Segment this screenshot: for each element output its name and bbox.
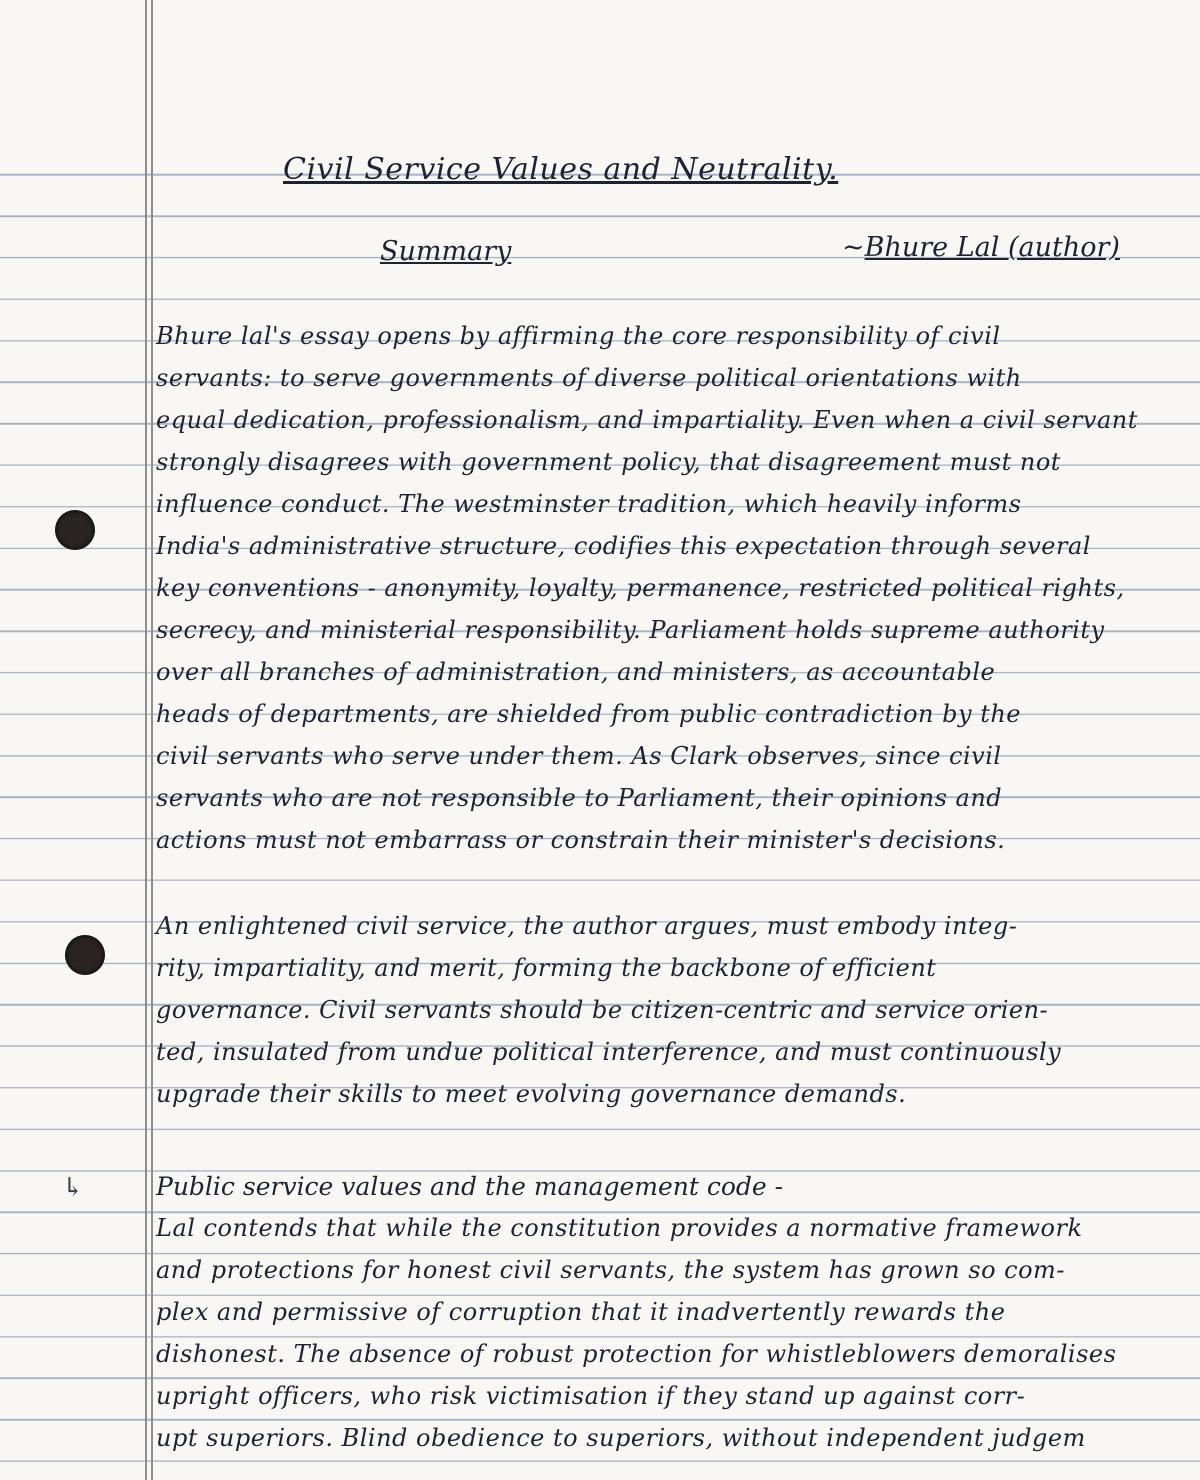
paragraph-line: Bhure lal's essay opens by affirming the core responsibility of civil	[156, 322, 1001, 350]
paragraph-line: key conventions - anonymity, loyalty, permanence, restricted political rights,	[156, 574, 1125, 602]
paragraph-line: secrecy, and ministerial responsibility. Parliament holds supreme authority	[156, 616, 1105, 644]
margin-line	[145, 0, 147, 1480]
paragraph-line: strongly disagrees with government policy, that disagreement must not	[156, 448, 1061, 476]
paragraph-line: India's administrative structure, codifies this expectation through several	[156, 532, 1091, 560]
page-top-margin	[0, 0, 1200, 134]
paragraph-line: ted, insulated from undue political interference, and must continuously	[156, 1038, 1062, 1066]
punch-hole	[55, 510, 95, 550]
paragraph-line: actions must not embarrass or constrain their minister's decisions.	[156, 826, 1006, 854]
paragraph-line: and protections for honest civil servants, the system has grown so com-	[156, 1256, 1065, 1284]
author-dash: ~	[842, 232, 865, 263]
punch-hole	[65, 935, 105, 975]
paragraph-line: civil servants who serve under them. As Clark observes, since civil	[156, 742, 1002, 770]
paragraph-line: servants: to serve governments of diverse political orientations with	[156, 364, 1022, 392]
paragraph-line: Lal contends that while the constitution provides a normative framework	[156, 1214, 1083, 1242]
author-name: Bhure Lal (author)	[864, 232, 1120, 263]
paragraph-line: upt superiors. Blind obedience to superiors, without independent judgem	[156, 1424, 1086, 1452]
paragraph-line: plex and permissive of corruption that it inadvertently rewards the	[156, 1298, 1006, 1326]
paragraph-line: dishonest. The absence of robust protection for whistleblowers demoralises	[156, 1340, 1117, 1368]
paragraph-line: rity, impartiality, and merit, forming the backbone of efficient	[156, 954, 937, 982]
paragraph-line: upright officers, who risk victimisation if they stand up against corr-	[156, 1382, 1026, 1410]
paragraph-line: governance. Civil servants should be citizen-centric and service orien-	[156, 996, 1049, 1024]
paragraph-line: servants who are not responsible to Parliament, their opinions and	[156, 784, 1003, 812]
author-credit	[842, 232, 1120, 263]
paragraph-line: equal dedication, professionalism, and impartiality. Even when a civil servant	[156, 406, 1138, 434]
paragraph-line: An enlightened civil service, the author argues, must embody integ-	[156, 912, 1018, 940]
paragraph-line: influence conduct. The westminster tradition, which heavily informs	[156, 490, 1022, 518]
paragraph-line: over all branches of administration, and ministers, as accountable	[156, 658, 996, 686]
paragraph-line: heads of departments, are shielded from public contradiction by the	[156, 700, 1021, 728]
summary-heading: Summary	[380, 236, 512, 267]
paragraph-line: upgrade their skills to meet evolving governance demands.	[156, 1080, 907, 1108]
arrow-marker-icon: ↳	[62, 1173, 84, 1203]
section-heading: Public service values and the management code -	[156, 1172, 784, 1201]
margin-line-inner	[151, 0, 153, 1480]
page-title: Civil Service Values and Neutrality.	[283, 152, 839, 187]
